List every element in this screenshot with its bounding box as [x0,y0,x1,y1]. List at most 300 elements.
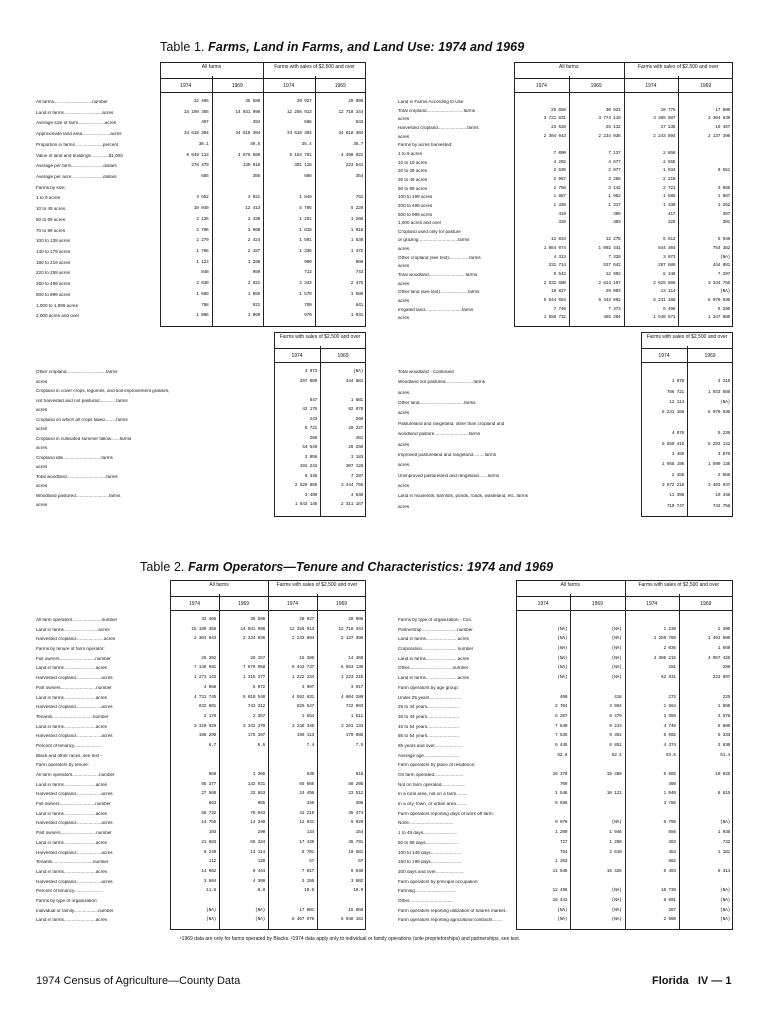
row-label: 1,000 acres and over [398,221,442,226]
cell-value: 722 093 [345,704,363,710]
row-label: Harvested cropland....................acres [36,734,113,739]
row-label: Cropland in cultivated summer fallow.......farms [36,436,132,441]
cell-value: 7 373 [608,306,621,312]
table-row [36,293,366,300]
table-row [398,256,733,263]
row-label: Woodland pastured..........................farms [36,493,121,498]
table-row [398,715,733,722]
row-label: Land in farms.........................acres [36,918,107,923]
cell-value: 394 [252,120,260,126]
row-label: Average size of farm.....................acres [36,121,117,126]
table1-right-block [398,62,733,327]
column-year: 1974 [645,83,657,89]
cell-value: 35 586 [250,617,265,622]
row-label: Approximate land area......................acres [36,132,122,137]
cell-value: 12 413 [245,206,260,212]
cell-value: (NA) [206,907,216,913]
cell-value: 17 429 [299,839,314,845]
cell-value: 754 [559,849,568,855]
cell-value: 1 849 [299,195,312,201]
cell-value: 743 312 [247,704,265,710]
table-row [36,676,366,683]
cell-value: 35.4 [301,141,312,147]
cell-value: 10 040 [193,206,209,212]
table-row [398,484,733,491]
cell-value: 1 033 588 [707,389,730,395]
row-label: Land in farms...........................acres [36,627,110,632]
row-label: Average per farm.........................dollars [36,164,117,169]
column-group-header: Farms with sales of $2,500 and over [638,582,720,588]
table-row [398,831,733,838]
footer-publication: 1974 Census of Agriculture—County Data [36,975,241,987]
cell-value: 754 382 [712,246,730,252]
cell-value: 750 [304,302,312,308]
table-row [36,164,366,171]
table-row [398,290,733,297]
cell-value: 2 304 043 [543,133,566,139]
cell-value: 633 [355,120,363,126]
cell-value: 3 572 218 [661,482,684,488]
cell-value: 12 034 [551,237,566,243]
cell-value: 1 123 [196,259,209,265]
cell-value: 419 [558,211,566,217]
row-label: acres [36,465,48,469]
row-label: 50 to 99 days.......................... [398,840,459,845]
cell-value: 326 [667,220,676,226]
row-label: All farms..............................number [36,100,108,104]
row-label: Farms by tenure of farm operator: [36,647,105,652]
cell-value: 1 591 [299,238,312,244]
cell-value: 4 804 280 [340,694,363,700]
cell-value: 2 210 [662,176,676,182]
cell-value: (NA) [557,646,568,652]
cell-value: (NA) [720,400,730,406]
cell-value: 12 718 344 [338,109,363,115]
cell-value: 1 251 [299,216,312,222]
cell-value: 3 987 [301,684,314,690]
row-label: Harvested cropland....................acres [36,792,113,797]
cell-value: 11 946 [552,868,568,874]
cell-value: 968 [208,772,216,777]
table-row [36,686,366,693]
cell-value: 2 137 396 [707,133,730,139]
cell-value: 710 747 [666,503,684,509]
header-rule [170,610,366,611]
table-row [398,152,733,159]
table2-title: Table 2. Farm Operators—Tenure and Characteristics: 1974 and 1969 [140,560,554,574]
cell-value: 25 302 [201,655,216,661]
cell-value: 8 184 761 [289,152,312,158]
cell-value: 8 001 [663,897,676,903]
cell-value: 4 202 [553,159,566,165]
row-label: 20 to 29 acres [398,169,428,174]
cell-value: 6 443 737 [291,665,314,671]
cell-value: 139 818 [242,163,260,169]
cell-value: 537 642 [603,263,621,269]
cell-value: 5 333 [717,733,730,739]
cell-value: 170 088 [345,733,363,739]
cell-value: 19 827 [551,289,566,295]
cell-value: 55 334 [250,839,265,845]
cell-value: 2 932 880 [543,280,566,286]
table-row [36,783,366,790]
cell-value: 154 [355,830,363,836]
column-group-header: Farms with sales of $2,500 and over [279,334,361,340]
cell-value: 266 [309,435,317,441]
cell-value: 6 467 979 [291,917,314,923]
cell-value: 2 304 043 [193,636,216,642]
table-row [398,889,733,896]
table-row [36,802,366,809]
table-row [398,744,733,751]
cell-value: 4 731 745 [193,694,216,700]
cell-value: 444 881 [345,378,363,384]
cell-value: 6 445 [554,742,568,748]
cell-value: 2 343 [299,281,312,287]
cell-value: 19 480 [606,772,622,777]
row-label: Harvested cropland.......................farms [398,125,479,130]
table-row [398,443,733,450]
column-year: 1969 [700,601,712,607]
cell-value: 1 669 [717,646,730,652]
cell-value: 5 293 142 [707,441,730,447]
cell-value: 1 786 [196,249,209,254]
cell-value: (NA) [720,897,730,903]
table-row [398,637,733,644]
cell-value: 1 208 [350,216,363,222]
row-label: Irrigated land.............................farms [398,307,474,312]
cell-value: 2 814 197 [598,280,621,286]
cell-value: 1 372 [350,249,363,254]
cell-value: 5 207 [554,713,568,719]
table-row [398,870,733,877]
cell-value: 21 683 [201,839,216,845]
cell-value: 7 017 [301,868,314,874]
cell-value: 2 058 [304,454,317,460]
table-row [36,715,366,722]
cell-value: 1 546 [554,791,568,797]
cell-value: 3 238 345 [291,723,314,729]
cell-value: 844 304 [658,246,676,252]
row-label: Woodland not pastured......................farms [398,380,485,385]
table-row [398,851,733,858]
row-label: 180 to 219 acres [36,260,71,265]
cell-value: 53.5 [665,752,676,758]
cell-value: 498 [668,781,676,787]
cell-value: (NA) [611,917,622,923]
cell-value: 3 774 119 [598,116,621,122]
cell-value: 921 [252,302,260,308]
cell-value: 4 988 [203,684,216,690]
cell-value: 396 [355,801,363,807]
cell-value: 6 612 [662,237,676,243]
cell-value: 970 [304,313,312,319]
cell-value: 1 338 [553,202,566,208]
cell-value: 6 443 692 [598,298,621,304]
table-row [398,821,733,828]
row-label: Farm operators by place of residence: [398,763,476,768]
cell-value: 120 [257,859,265,865]
cell-value: 2 629 866 [653,280,676,286]
cell-value: 1 002 441 [598,246,621,252]
table-row [36,111,366,118]
cell-value: 1 288 [247,259,260,265]
row-label: 500 to 999 acres [36,292,71,297]
cell-value: 32 466 [193,99,209,104]
row-label: 2,000 acres and over [36,314,80,319]
cell-value: 42 176 [302,407,317,412]
table-row [36,744,366,751]
cell-value: 1 818 [350,227,363,233]
table-row [36,918,366,925]
cell-value: 1 934 [662,168,676,174]
cell-value: 2 858 [662,150,676,156]
cell-value: 301 [722,220,730,226]
cell-value: 4 374 [663,742,676,748]
table-row [36,763,366,770]
table-row [398,221,733,228]
cell-value: 23 512 [348,791,363,797]
cell-value: 16 441 [552,897,568,903]
table-row [398,135,733,142]
table-row [36,175,366,182]
cell-value: 1 347 880 [707,315,730,321]
cell-value: 15 868 [348,907,363,913]
cell-value: 1 843 145 [294,502,317,507]
cell-value: 2 243 894 [291,636,314,642]
table-row [398,316,733,323]
row-label: Corporation............................number [398,647,474,652]
table-row [398,247,733,254]
row-label: Full owners............................number [36,802,111,807]
cell-value: 2 234 036 [242,636,265,642]
cell-value: 1 946 [609,830,622,836]
table-row [398,422,733,429]
column-group-header: Farms with sales of $2,500 and over [274,64,355,70]
cell-value: 4 552 [196,195,209,201]
table-row [36,880,366,887]
row-label: acres [36,446,48,450]
cell-value: 20 227 [348,426,363,431]
column-group-header: Farms with sales of $2,500 and over [276,582,358,588]
cell-value: 14 031 998 [235,109,260,115]
column-year: 1969 [231,83,243,89]
cell-value: 7 137 [608,150,621,156]
cell-value: 6 241 168 [653,298,676,304]
cell-value: 1 558 732 [543,315,566,321]
column-year: 1974 [646,601,658,607]
row-label: Other land (see text)......................farms [398,290,480,295]
cell-value: 3 385 887 [653,116,676,122]
cell-value: 57 [309,859,314,865]
cell-value: 14 340 [250,820,265,826]
cell-value: 175 397 [247,733,265,739]
cell-value: (NA) [206,917,216,923]
row-label: Harvested cropland....................acres [36,850,113,855]
row-label: or grazing...............................farms [398,238,470,243]
cell-value: 1 580 [350,291,363,297]
cell-value: 1 638 [350,238,363,244]
cell-value: 7.4 [306,742,314,748]
cell-value: 223 897 [712,675,730,681]
column-year: 1969 [237,601,250,607]
cell-value: 3 261 134 [340,723,363,729]
row-label: 10 to 19 acres [398,160,428,165]
row-label: Total woodland...............................farms [36,474,118,479]
cell-value: 7 679 058 [242,665,265,671]
cell-value: 3 142 [608,185,621,191]
row-label: In a city, town, or urban area......... [398,802,468,807]
cell-value: 4 386 215 [653,655,676,661]
cell-value: 15 425 [606,868,622,874]
cell-value: 5 880 [717,723,730,729]
cell-value: 5 550 415 [661,441,684,447]
table-row [398,432,733,439]
table-row [36,754,366,761]
cell-value: 365 204 [603,315,621,321]
cell-value: (NA) [353,369,363,374]
table-row [398,204,733,211]
table-row [36,370,366,377]
header-rule [516,596,733,597]
cell-value: 20 927 [299,617,314,622]
cell-value: 30 921 [605,107,621,113]
table-row [36,100,366,107]
table1-left-block [36,62,366,327]
cell-value: 5 556 [554,801,568,807]
cell-value: 10.9 [353,888,363,894]
row-label: Farm operators by principal occupation: [398,879,479,884]
cell-value: 848 [201,270,209,276]
cell-value: 900 [304,259,312,265]
row-label: acres [398,281,410,286]
cell-value: 1 585 [662,194,676,200]
row-label: acres [398,117,410,122]
cell-value: 12 256 913 [286,109,312,115]
footer-page-label [652,975,731,987]
cell-value: 4 677 [608,159,621,165]
cell-value: (NA) [720,254,730,260]
table-row [36,261,366,268]
cell-value: 1 554 [301,713,314,719]
cell-value: 2 311 167 [340,502,363,507]
column-year: 1974 [291,353,303,359]
cell-value: 12 256 913 [289,626,314,632]
row-label: Not on farm operated................... [398,782,466,787]
row-label: 45 to 54 years......................... [398,724,460,729]
row-label: acres [398,463,410,468]
cell-value: 1 987 [717,194,730,200]
cell-value: 9 685 [663,772,676,777]
row-label: Total woodland - Continued [398,370,454,374]
cell-value: (NA) [611,665,622,671]
column-group-header: All farms [560,582,580,588]
cell-value: 26 250 [348,445,363,450]
cell-value: 9 361 [609,733,622,739]
row-label: acres [398,411,410,416]
row-label: 200 days and over...................... [398,869,464,874]
cell-value: (NA) [611,636,622,642]
cell-value: 536 [306,772,314,777]
cell-value: 1 689 [196,291,209,297]
row-label: 200 to 499 acres [398,203,433,208]
table-row [398,109,733,116]
cell-value: 29 003 [605,289,621,295]
table-row [36,792,366,799]
cell-value: (NA) [720,820,730,826]
cell-value: 391 118 [294,163,312,169]
row-label: acres [398,264,410,269]
cell-value: 727 [559,839,568,845]
table-row [36,380,366,387]
row-label: Land in farms.........................acres [36,840,107,845]
cell-value: 8 721 [304,426,317,431]
cell-value: 273 [668,694,676,700]
row-label: Harvested cropland....................acres [36,705,113,710]
cell-value: (NA) [611,888,622,894]
table-row [36,647,366,654]
cell-value: 196 113 [296,733,314,739]
table-row [36,271,366,278]
cell-value: 78 043 [250,810,265,816]
cell-value: (NA) [557,636,568,642]
header-rule [160,92,366,93]
table-row [398,676,733,683]
table-row [36,734,366,741]
cell-value: 3 288 [608,176,621,182]
cell-value: 4 976 [671,431,684,437]
table-row [398,754,733,761]
cell-value: 616 [355,772,363,777]
cell-value: 95 377 [201,781,216,787]
cell-value: 8 701 [301,849,314,855]
footer-state: Florida [652,975,689,987]
table-row [398,666,733,673]
row-label: 50 to 69 acres [36,217,66,222]
table-row [398,391,733,398]
table-row [36,637,366,644]
cell-value: 15 386 [299,655,314,661]
row-label: Land in farms.........................acres [398,637,469,642]
cell-value: 326 [558,220,566,226]
row-label: Land in farms.........................acres [36,695,107,700]
cell-value: 5 002 [663,733,676,739]
cell-value: 13 114 [250,849,265,855]
cell-value: 9 444 [252,868,265,874]
table-row [36,465,366,472]
cell-value: 2 977 [608,168,621,174]
cell-value: 586 [304,120,312,126]
cell-value: 88 205 [348,781,363,787]
cell-value: 1 564 [663,704,676,710]
cell-value: 400 [559,694,568,700]
row-label: Farm operators reporting agricultural contracts........ [398,918,503,923]
table-row [36,304,366,311]
cell-value: 17 136 [660,124,676,130]
cell-value: 1 260 [609,839,622,845]
column-year: 1974 [180,83,192,89]
cell-value: 4 057 426 [707,655,730,661]
table-row [398,299,733,306]
cell-value: 2 704 [554,704,568,710]
cell-value: 40.5 [250,141,260,147]
cell-value: 3 403 037 [707,482,730,488]
header-rule [641,362,733,363]
cell-value: 2 721 [662,185,676,191]
cell-value: 1 223 215 [340,675,363,681]
table-row [36,860,366,867]
cell-value: 418 [614,694,622,700]
